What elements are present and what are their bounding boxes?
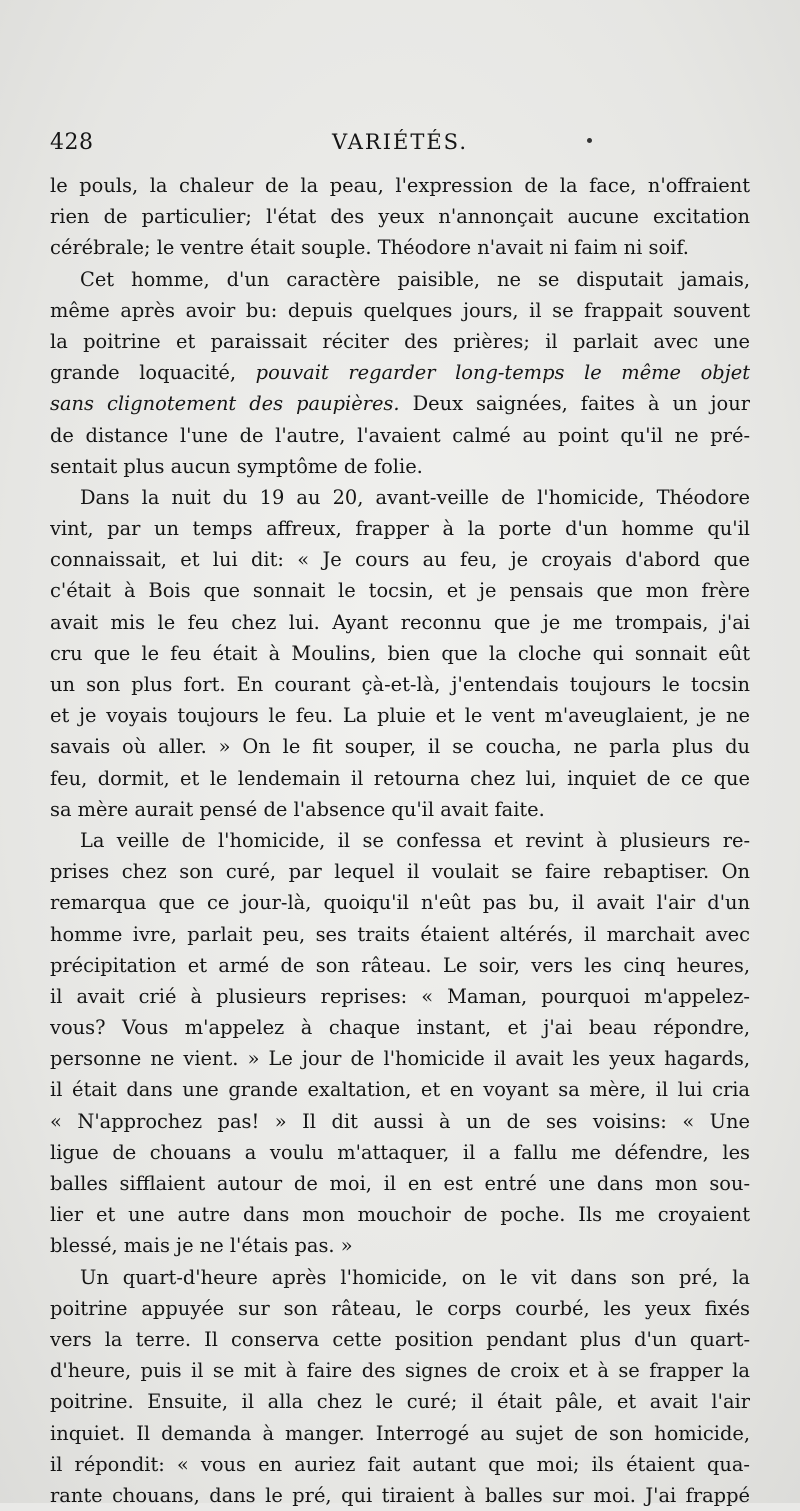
text-segment: et je voyais toujours le feu. La pluie et le vent m'aveuglaient, je ne xyxy=(50,704,750,728)
text-line xyxy=(50,201,750,232)
text-segment: il était dans une grande exaltation, et en voyant sa mère, il lui cria xyxy=(50,1078,750,1102)
text-segment: vers la terre. Il conserva cette position pendant plus d'un quart- xyxy=(50,1327,750,1351)
italic-text-segment: pouvait regarder long-temps le même objet xyxy=(255,361,750,385)
text-line xyxy=(50,981,750,1012)
text-line xyxy=(50,887,750,918)
text-line xyxy=(50,731,750,762)
text-segment: personne ne vient. » Le jour de l'homicide il avait les yeux hagards, xyxy=(50,1047,750,1071)
text-line xyxy=(50,1262,750,1293)
text-line xyxy=(50,763,750,794)
text-segment: grande loquacité, xyxy=(50,361,256,385)
text-line xyxy=(50,1449,750,1480)
text-line xyxy=(50,1418,750,1449)
text-segment: vint, par un temps affreux, frapper à la porte d'un homme qu'il xyxy=(50,517,750,541)
text-line xyxy=(50,451,750,482)
text-line xyxy=(50,1106,750,1137)
text-segment: même après avoir bu: depuis quelques jours, il se frappait souvent xyxy=(50,298,750,322)
printer-mark-dot xyxy=(587,138,592,143)
text-segment: de distance l'une de l'autre, l'avaient calmé au point qu'il ne pré- xyxy=(50,423,750,447)
text-segment: il avait crié à plusieurs reprises: « Maman, pourquoi m'appelez- xyxy=(50,984,750,1008)
text-segment: il répondit: « vous en auriez fait autant que moi; ils étaient qua- xyxy=(50,1452,750,1476)
text-segment: homme ivre, parlait peu, ses traits étaient altérés, il marchait avec xyxy=(50,922,750,946)
text-segment: inquiet. Il demanda à manger. Interrogé au sujet de son homicide, xyxy=(50,1421,750,1445)
text-line xyxy=(50,1043,750,1074)
text-segment: précipitation et armé de son râteau. Le soir, vers les cinq heures, xyxy=(50,953,750,977)
page-number: 428 xyxy=(50,130,94,155)
italic-text-segment: sans clignotement des paupières. xyxy=(50,392,400,416)
text-segment: feu, dormit, et le lendemain il retourna chez lui, inquiet de ce que xyxy=(50,766,750,790)
page-header xyxy=(50,130,750,164)
text-line xyxy=(50,1480,750,1511)
text-line xyxy=(50,482,750,513)
text-segment: cru que le feu était à Moulins, bien que la cloche qui sonnait eût xyxy=(50,641,750,665)
text-segment: c'était à Bois que sonnait le tocsin, et je pensais que mon frère xyxy=(50,579,750,603)
text-segment: prises chez son curé, par lequel il voulait se faire rebaptiser. On xyxy=(50,860,750,884)
text-line xyxy=(50,232,750,263)
text-line xyxy=(50,513,750,544)
text-line xyxy=(50,1199,750,1230)
text-line xyxy=(50,170,750,201)
text-segment: vous? Vous m'appelez à chaque instant, et j'ai beau répondre, xyxy=(50,1016,750,1040)
text-segment: savais où aller. » On le fit souper, il se coucha, ne parla plus du xyxy=(50,735,750,759)
text-segment: Dans la nuit du 19 au 20, avant-veille de l'homicide, Théodore xyxy=(80,485,750,509)
text-line xyxy=(50,1012,750,1043)
text-segment: ligue de chouans a voulu m'attaquer, il a fallu me défendre, les xyxy=(50,1140,750,1164)
text-segment: poitrine appuyée sur son râteau, le corps courbé, les yeux fixés xyxy=(50,1296,750,1320)
text-segment: « N'approchez pas! » Il dit aussi à un de ses voisins: « Une xyxy=(50,1109,750,1133)
text-line xyxy=(50,856,750,887)
text-segment: blessé, mais je ne l'étais pas. » xyxy=(50,1234,353,1258)
text-segment: connaissait, et lui dit: « Je cours au feu, je croyais d'abord que xyxy=(50,548,750,572)
text-line xyxy=(50,420,750,451)
text-segment: La veille de l'homicide, il se confessa et revint à plusieurs re- xyxy=(80,828,750,852)
text-segment: Cet homme, d'un caractère paisible, ne se disputait jamais, xyxy=(80,267,750,291)
text-segment: cérébrale; le ventre était souple. Théodore n'avait ni faim ni soif. xyxy=(50,236,689,260)
text-line xyxy=(50,388,750,419)
text-segment: Deux saignées, faites à un jour xyxy=(399,392,750,416)
text-line xyxy=(50,794,750,825)
text-line xyxy=(50,1355,750,1386)
text-segment: rante chouans, dans le pré, qui tiraient à balles sur moi. J'ai frappé xyxy=(50,1483,750,1507)
text-segment: poitrine. Ensuite, il alla chez le curé; il était pâle, et avait l'air xyxy=(50,1390,750,1414)
text-segment: remarqua que ce jour-là, quoiqu'il n'eût pas bu, il avait l'air d'un xyxy=(50,891,750,915)
running-title: VARIÉTÉS. xyxy=(332,130,468,154)
text-segment: balles sifflaient autour de moi, il en est entré une dans mon sou- xyxy=(50,1172,750,1195)
body-text xyxy=(50,170,750,1511)
text-segment: rien de particulier; l'état des yeux n'annonçait aucune excitation xyxy=(50,205,750,229)
text-line xyxy=(50,1074,750,1105)
text-line xyxy=(50,544,750,575)
text-segment: avait mis le feu chez lui. Ayant reconnu que je me trompais, j'ai xyxy=(50,610,750,634)
text-line xyxy=(50,919,750,950)
text-line xyxy=(50,575,750,606)
text-line xyxy=(50,825,750,856)
text-line xyxy=(50,1137,750,1168)
text-segment: la poitrine et paraissait réciter des prières; il parlait avec une xyxy=(50,329,750,353)
text-segment: lier et une autre dans mon mouchoir de poche. Ils me croyaient xyxy=(50,1203,750,1227)
text-segment: d'heure, puis il se mit à faire des signes de croix et à se frapper la xyxy=(50,1359,750,1383)
text-line xyxy=(50,1324,750,1355)
text-line xyxy=(50,1230,750,1261)
text-line xyxy=(50,1168,750,1199)
text-segment: un son plus fort. En courant çà-et-là, j'entendais toujours le tocsin xyxy=(50,673,750,696)
text-line xyxy=(50,326,750,357)
text-line xyxy=(50,295,750,326)
text-line xyxy=(50,950,750,981)
text-line xyxy=(50,1293,750,1324)
text-segment: le pouls, la chaleur de la peau, l'expression de la face, n'offraient xyxy=(50,174,750,197)
text-line xyxy=(50,357,750,388)
text-line xyxy=(50,638,750,669)
text-segment: sentait plus aucun symptôme de folie. xyxy=(50,454,423,478)
text-line xyxy=(50,264,750,295)
text-line xyxy=(50,669,750,700)
text-line xyxy=(50,700,750,731)
text-segment: sa mère aurait pensé de l'absence qu'il avait faite. xyxy=(50,797,545,821)
text-line xyxy=(50,607,750,638)
text-segment: Un quart-d'heure après l'homicide, on le vit dans son pré, la xyxy=(80,1265,750,1289)
text-line xyxy=(50,1386,750,1417)
